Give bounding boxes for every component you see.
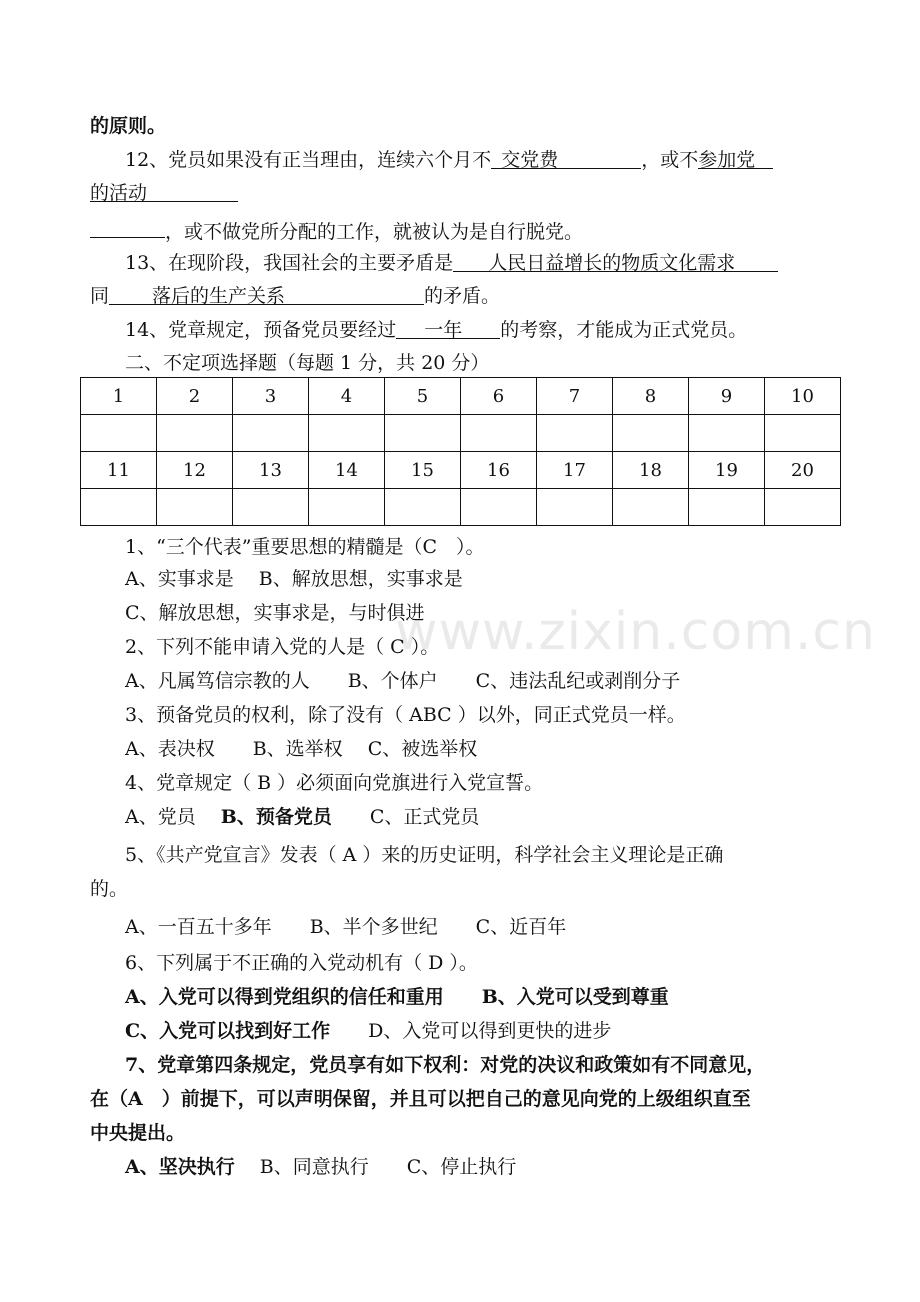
table-row xyxy=(81,415,841,452)
table-row xyxy=(81,452,841,489)
options-text: C、解放思想，实事求是，与时俱进 xyxy=(125,602,425,624)
table-header-cell: 7 xyxy=(537,378,613,415)
answer-cell[interactable] xyxy=(461,415,537,452)
question-6-options-2 xyxy=(125,1019,920,1043)
question-3-options xyxy=(125,737,920,761)
question-text: 在（A ）前提下，可以声明保留，并且可以把自己的意见向党的上级组织直至 xyxy=(90,1088,751,1110)
question-4-options xyxy=(125,805,920,829)
answer-cell[interactable] xyxy=(309,489,385,526)
text-fragment: ，或不 xyxy=(641,149,699,171)
section-2-heading xyxy=(125,351,920,375)
answer-table xyxy=(80,377,841,526)
answer-cell[interactable] xyxy=(689,489,765,526)
answer-cell[interactable] xyxy=(233,489,309,526)
options-text: C、入党可以找到好工作 xyxy=(125,1020,331,1042)
table-header-cell: 20 xyxy=(765,452,841,489)
question-6 xyxy=(125,951,920,975)
section-title: 二、不定项选择题（每题 1 分，共 20 分） xyxy=(125,352,490,374)
text-fragment: 的矛盾。 xyxy=(424,285,501,307)
table-header-cell: 1 xyxy=(81,378,157,415)
options-text: A、党员 xyxy=(125,806,221,828)
question-text: 中央提出。 xyxy=(90,1122,186,1144)
question-text: 3、预备党员的权利，除了没有（ ABC ）以外，同正式党员一样。 xyxy=(125,704,686,726)
answer-cell[interactable] xyxy=(81,415,157,452)
options-text: B、同意执行 C、停止执行 xyxy=(234,1156,517,1178)
table-row xyxy=(81,378,841,415)
question-text: 7、党章第四条规定，党员享有如下权利：对党的决议和政策如有不同意见， xyxy=(125,1054,766,1076)
answer-blank xyxy=(698,148,773,169)
question-6-options-1 xyxy=(125,985,920,1009)
answer-cell[interactable] xyxy=(765,489,841,526)
answer-blank xyxy=(453,251,778,272)
table-header-cell: 9 xyxy=(689,378,765,415)
question-13-line-1 xyxy=(125,251,920,275)
table-header-cell: 8 xyxy=(613,378,689,415)
options-text: B、预备党员 xyxy=(220,806,332,828)
question-7-options xyxy=(125,1155,920,1179)
text-fragment: 14、党章规定，预备党员要经过 xyxy=(125,319,397,341)
question-12-line-2 xyxy=(90,181,920,205)
question-text: 1、“三个代表”重要思想的精髓是（C ）。 xyxy=(125,536,485,558)
options-text: A、实事求是 B、解放思想，实事求是 xyxy=(125,568,463,590)
answer-blank xyxy=(90,181,238,202)
answer-cell[interactable] xyxy=(233,415,309,452)
answer-cell[interactable] xyxy=(461,489,537,526)
table-header-cell: 15 xyxy=(385,452,461,489)
question-text: 6、下列属于不正确的入党动机有（ D ）。 xyxy=(125,952,478,974)
options-text: A、坚决执行 xyxy=(125,1156,235,1178)
table-header-cell: 18 xyxy=(613,452,689,489)
table-header-cell: 10 xyxy=(765,378,841,415)
options-text: A、凡属笃信宗教的人 B、个体户 C、违法乱纪或剥削分子 xyxy=(125,670,681,692)
answer-cell[interactable] xyxy=(157,489,233,526)
answer-blank xyxy=(90,217,165,238)
question-text: 的。 xyxy=(90,878,129,900)
question-12-line-3 xyxy=(90,217,920,244)
watermark: www.zixin.com.cn xyxy=(395,602,876,662)
table-header-cell: 16 xyxy=(461,452,537,489)
question-1-options-2 xyxy=(125,601,920,625)
question-12-line-1 xyxy=(125,148,920,172)
question-5-options xyxy=(125,915,920,939)
table-header-cell: 12 xyxy=(157,452,233,489)
table-header-cell: 2 xyxy=(157,378,233,415)
options-text: A、表决权 B、选举权 C、被选举权 xyxy=(125,738,478,760)
text-fragment: 的原则。 xyxy=(90,115,167,137)
text-fragment: 同 xyxy=(90,285,110,307)
table-header-cell: 13 xyxy=(233,452,309,489)
question-text: 4、党章规定（ B ）必须面向党旗进行入党宣誓。 xyxy=(125,772,544,794)
table-header-cell: 11 xyxy=(81,452,157,489)
options-text: A、入党可以得到党组织的信任和重用 B、入党可以受到尊重 xyxy=(125,986,669,1008)
table-header-cell: 14 xyxy=(309,452,385,489)
answer-text: 参加党 xyxy=(698,149,756,171)
question-7-line-1 xyxy=(125,1053,920,1077)
question-2 xyxy=(125,635,920,659)
answer-cell[interactable] xyxy=(385,415,461,452)
answer-cell[interactable] xyxy=(689,415,765,452)
table-header-cell: 17 xyxy=(537,452,613,489)
answer-cell[interactable] xyxy=(537,415,613,452)
question-2-options xyxy=(125,669,920,693)
answer-cell[interactable] xyxy=(157,415,233,452)
question-1-options-1 xyxy=(125,567,920,591)
question-13-line-2 xyxy=(90,284,920,308)
answer-text: 交党费 xyxy=(501,149,559,171)
table-header-cell: 6 xyxy=(461,378,537,415)
table-header-cell: 4 xyxy=(309,378,385,415)
text-fragment: ，或不做党所分配的工作，就被认为是自行脱党。 xyxy=(165,221,584,243)
question-1 xyxy=(125,535,920,559)
answer-text: 落后的生产关系 xyxy=(152,285,286,307)
question-text: 5、《共产党宣言》发表（ A ）来的历史证明，科学社会主义理论是正确 xyxy=(125,844,724,866)
question-5-line-1 xyxy=(125,843,920,867)
options-text: A、一百五十多年 B、半个多世纪 C、近百年 xyxy=(125,916,567,938)
question-4 xyxy=(125,771,920,795)
text-fragment: 12、党员如果没有正当理由，连续六个月不 xyxy=(125,149,492,171)
answer-cell[interactable] xyxy=(613,489,689,526)
table-header-cell: 19 xyxy=(689,452,765,489)
question-7-line-2 xyxy=(90,1087,920,1111)
answer-cell[interactable] xyxy=(765,415,841,452)
question-7-line-3 xyxy=(90,1121,920,1145)
table-header-cell: 5 xyxy=(385,378,461,415)
answer-cell[interactable] xyxy=(613,415,689,452)
options-text: C、正式党员 xyxy=(331,806,480,828)
answer-blank xyxy=(491,148,641,169)
answer-cell[interactable] xyxy=(81,489,157,526)
answer-blank xyxy=(396,318,500,339)
table-header-cell: 3 xyxy=(233,378,309,415)
answer-cell[interactable] xyxy=(537,489,613,526)
question-14 xyxy=(125,318,920,342)
answer-text: 的活动 xyxy=(90,182,148,204)
answer-text: 一年 xyxy=(424,319,463,341)
answer-cell[interactable] xyxy=(385,489,461,526)
answer-text: 人民日益增长的物质文化需求 xyxy=(488,252,736,274)
text-line xyxy=(90,114,920,138)
options-text: D、入党可以得到更快的进步 xyxy=(330,1020,612,1042)
text-fragment: 13、在现阶段，我国社会的主要矛盾是 xyxy=(125,252,454,274)
question-text: 2、下列不能申请入党的人是（ C ）。 xyxy=(125,636,440,658)
answer-blank xyxy=(109,284,424,305)
table-row xyxy=(81,489,841,526)
answer-cell[interactable] xyxy=(309,415,385,452)
text-fragment: 的考察，才能成为正式党员。 xyxy=(500,319,748,341)
question-3 xyxy=(125,703,920,727)
question-5-line-2 xyxy=(90,877,920,901)
